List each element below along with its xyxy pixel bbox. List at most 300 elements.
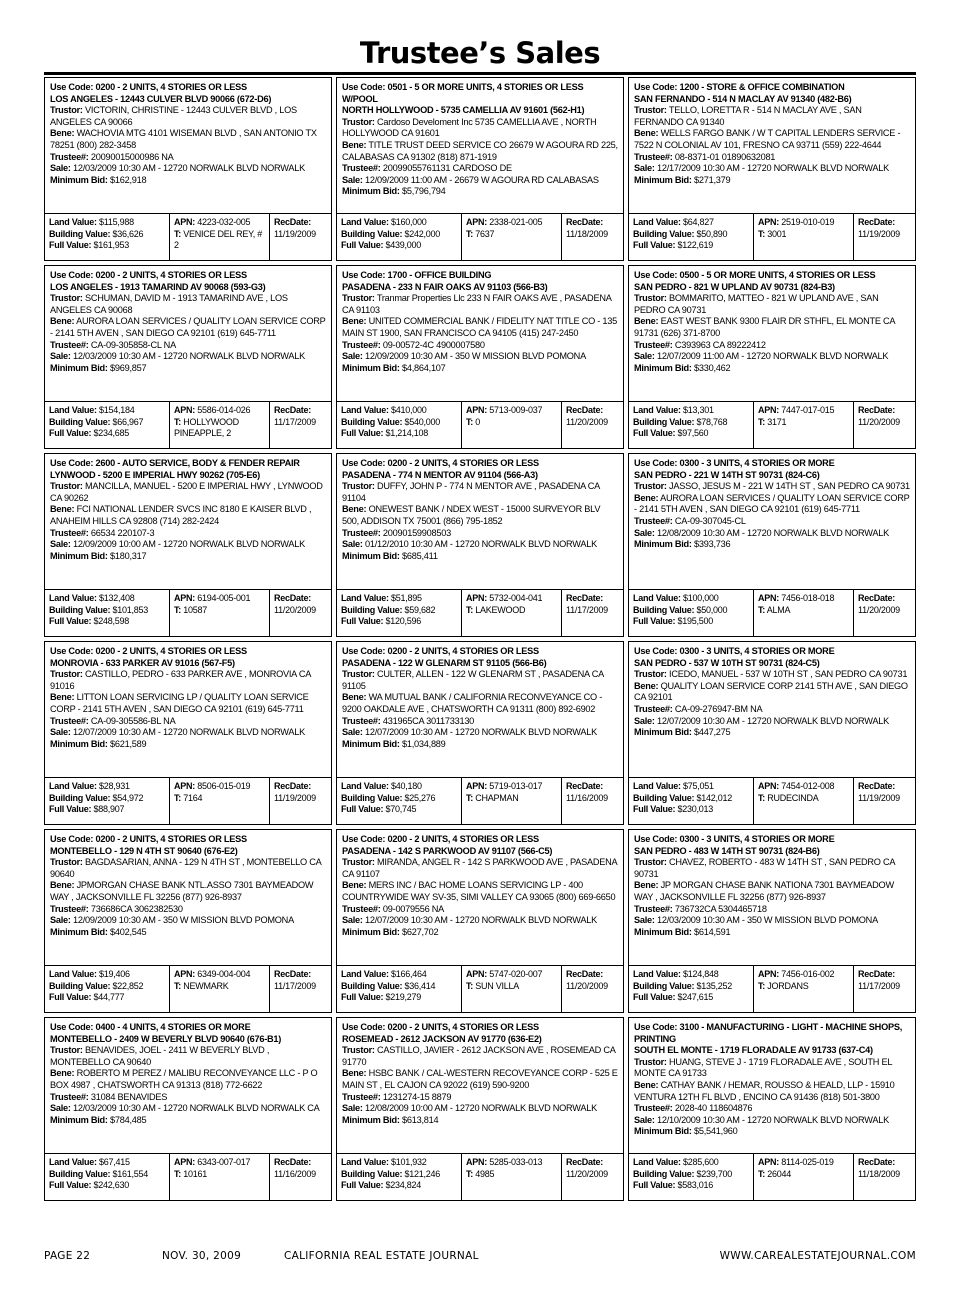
tract-label: T: [174, 416, 181, 427]
building-value-value: $142,012 [694, 792, 733, 803]
beneficiary-value: UNITED COMMERCIAL BANK / FIDELITY NAT TITLE CO - 135 MAIN ST 1900, SAN FRANCISCO CA 94105 (415) 247-2450 [342, 316, 617, 338]
land-value-value: $28,931 [96, 781, 130, 791]
minimum-bid-label: Minimum Bid: [342, 362, 400, 373]
tract [174, 793, 266, 805]
listing-values [629, 777, 915, 824]
beneficiary [634, 681, 911, 704]
land-value-value: $166,464 [388, 969, 427, 979]
land-value-label: Land Value: [633, 781, 681, 791]
sale-info-label: Sale: [342, 174, 363, 185]
property-address: LOS ANGELES - 1913 TAMARIND AV 90068 (593-G3) [50, 281, 266, 292]
minimum-bid [342, 551, 619, 563]
building-value-label: Building Value: [633, 980, 695, 991]
values-cell [337, 214, 461, 260]
apn-label: APN: [758, 781, 779, 791]
apn [758, 1157, 850, 1169]
tract-label: T: [174, 1168, 181, 1179]
values-cell [629, 214, 753, 260]
property-address: MONTEBELLO - 2409 W BEVERLY BLVD 90640 (676-B1) [50, 1033, 282, 1044]
trustee-number-label: Trustee#: [342, 715, 381, 726]
trustee-number [634, 904, 911, 916]
listing-values [45, 1153, 331, 1200]
trustor-label: Trustor: [50, 105, 83, 116]
use-code: Use Code: 0200 - 2 UNITS, 4 STORIES OR LESS [50, 270, 247, 280]
recdate-value: 11/17/2009 [566, 604, 608, 615]
minimum-bid-value: $447,275 [691, 727, 731, 738]
trustee-number [342, 1092, 619, 1104]
apn [174, 593, 266, 605]
sale-info-label: Sale: [634, 351, 655, 362]
publication-name: CALIFORNIA REAL ESTATE JOURNAL [284, 1250, 479, 1262]
apn-label: APN: [758, 593, 779, 603]
values-cell [45, 402, 169, 448]
apn-cell [753, 966, 853, 1012]
tract-label: T: [174, 604, 181, 615]
land-value [341, 593, 458, 605]
trustee-number-value: 2028-40 118604876 [672, 1103, 753, 1114]
sale-info-label: Sale: [50, 351, 71, 362]
property-address: SAN PEDRO - 221 W 14TH ST 90731 (824-C6) [634, 469, 820, 480]
building-value-value: $50,000 [694, 604, 728, 615]
listing-card [44, 641, 332, 825]
trustor-value: Cardoso Develoment Inc 5735 CAMELLIA AVE , NORTH HOLLYWOOD CA 91601 [342, 116, 597, 139]
recdate-cell [853, 214, 915, 260]
listing-details [45, 266, 331, 406]
tract [466, 793, 558, 805]
trustor [634, 669, 911, 681]
building-value-label: Building Value: [49, 228, 111, 239]
minimum-bid [50, 175, 327, 187]
sale-info [634, 716, 911, 728]
building-value [49, 1169, 166, 1181]
sale-info [634, 163, 911, 175]
listing-details [45, 454, 331, 594]
use-code: Use Code: 0200 - 2 UNITS, 4 STORIES OR LESS [50, 646, 247, 656]
full-value [49, 240, 166, 252]
apn-label: APN: [174, 781, 195, 791]
land-value [341, 969, 458, 981]
minimum-bid [634, 175, 911, 187]
full-value-label: Full Value: [633, 428, 676, 439]
recdate-value: 11/20/2009 [858, 604, 900, 615]
sale-info-label: Sale: [50, 1103, 71, 1114]
trustor-value: CASTILLO, JAVIER - 2612 JACKSON AVE , ROSEMEAD CA 91770 [342, 1045, 616, 1067]
beneficiary-value: EAST WEST BANK 9300 FLAIR DR STHFL, EL MONTE CA 91731 (626) 371-8700 [634, 316, 895, 338]
apn-label: APN: [174, 1157, 195, 1167]
land-value [49, 217, 166, 229]
trustor-label: Trustor: [634, 105, 667, 116]
property-address: PASADENA - 142 S PARKWOOD AV 91107 (566-C5) [342, 845, 553, 856]
land-value-label: Land Value: [49, 969, 97, 979]
full-value-label: Full Value: [633, 992, 676, 1003]
trustee-number [634, 340, 911, 352]
recdate-cell [269, 778, 331, 824]
apn [466, 405, 558, 417]
trustee-number-value: 431965CA 3011733130 [380, 715, 475, 726]
building-value-label: Building Value: [49, 980, 111, 991]
building-value-label: Building Value: [633, 1168, 695, 1179]
trustee-number-value: 66534 220107-3 [88, 527, 155, 538]
sale-info [634, 351, 911, 363]
trustor [342, 117, 619, 140]
property-address: SAN PEDRO - 537 W 10TH ST 90731 (824-C5) [634, 657, 820, 668]
use-code: Use Code: 0200 - 2 UNITS, 4 STORIES OR LESS [342, 646, 539, 656]
full-value-label: Full Value: [49, 1180, 92, 1191]
land-value [341, 217, 458, 229]
values-cell [629, 778, 753, 824]
beneficiary-label: Bene: [342, 692, 367, 703]
recdate-value: 11/18/2009 [566, 228, 608, 239]
beneficiary [342, 880, 619, 903]
sale-info [342, 1103, 619, 1115]
full-value-label: Full Value: [341, 992, 384, 1003]
tract-value: 26044 [765, 1168, 792, 1179]
apn-value: 5586-014-026 [195, 405, 251, 415]
full-value [633, 992, 750, 1004]
beneficiary-label: Bene: [50, 128, 75, 139]
minimum-bid-value: $393,736 [691, 539, 731, 550]
trustor [634, 1057, 911, 1080]
sale-info-value: 12/09/2009 10:30 AM - 350 W MISSION BLVD POMONA [362, 351, 586, 362]
listing-card [336, 77, 624, 261]
minimum-bid-label: Minimum Bid: [342, 1114, 400, 1125]
land-value [633, 217, 750, 229]
building-value-value: $78,768 [694, 416, 728, 427]
tract [174, 229, 266, 252]
beneficiary-value: ROBERTO M PEREZ / MALIBU RECONVEYANCE LLC - P O BOX 4987 , CHATSWORTH CA 91313 (818) 772-6622 [50, 1068, 318, 1090]
building-value-value: $242,000 [402, 228, 441, 239]
listing-values [629, 965, 915, 1012]
listing-card [628, 453, 916, 637]
trustee-number-value: 20090015000986 NA [88, 151, 174, 162]
building-value [341, 417, 458, 429]
beneficiary-value: TITLE TRUST DEED SERVICE CO 26679 W AGOURA RD 225, CALABASAS CA 91302 (818) 871-1919 [342, 139, 618, 162]
full-value-value: $122,619 [675, 240, 714, 251]
land-value [633, 405, 750, 417]
recdate-cell [561, 966, 623, 1012]
tract-value: JORDANS [765, 980, 809, 991]
building-value [633, 793, 750, 805]
full-value-value: $120,596 [383, 616, 422, 627]
listing-card [628, 77, 916, 261]
apn [174, 405, 266, 417]
tract-label: T: [466, 792, 473, 803]
sale-info-value: 12/03/2009 10:30 AM - 350 W MISSION BLVD POMONA [654, 915, 878, 926]
trustee-number-label: Trustee#: [342, 339, 381, 350]
trustee-number-value: 20099055761131 CARDOSO DE [380, 163, 512, 174]
full-value-label: Full Value: [633, 804, 676, 815]
apn [174, 1157, 266, 1169]
listing-values [45, 589, 331, 636]
beneficiary-value: FCI NATIONAL LENDER SVCS INC 8180 E KAISER BLVD , ANAHEIM HILLS CA 92808 (714) 282-2424 [50, 504, 312, 526]
sale-info [342, 175, 619, 187]
sale-info [50, 727, 327, 739]
building-value-label: Building Value: [341, 604, 403, 615]
tract-value: LAKEWOOD [473, 604, 526, 615]
use-code: Use Code: 0200 - 2 UNITS, 4 STORIES OR LESS [50, 834, 247, 844]
apn-label: APN: [174, 969, 195, 979]
building-value-label: Building Value: [341, 792, 403, 803]
property-address: MONROVIA - 633 PARKER AV 91016 (567-F5) [50, 657, 235, 668]
sale-info-label: Sale: [342, 351, 363, 362]
tract [758, 229, 850, 241]
recdate-value: 11/17/2009 [274, 980, 316, 991]
building-value [633, 229, 750, 241]
minimum-bid-value: $614,591 [691, 926, 731, 937]
trustee-number-value: 1231274-15 8879 [380, 1091, 452, 1102]
recdate-label: RecDate: [566, 405, 604, 415]
tract [466, 229, 558, 241]
sale-info-value: 12/08/2009 10:30 AM - 12720 NORWALK BLVD NORWALK [654, 527, 889, 538]
listing-values [45, 965, 331, 1012]
full-value [633, 616, 750, 628]
listing-card [44, 265, 332, 449]
full-value-label: Full Value: [633, 616, 676, 627]
listings-grid [44, 77, 916, 1201]
full-value-value: $234,824 [383, 1180, 422, 1191]
recdate-value: 11/17/2009 [274, 416, 316, 427]
recdate-value: 11/16/2009 [566, 792, 608, 803]
recdate-label: RecDate: [274, 405, 312, 415]
sale-info-value: 12/07/2009 10:30 AM - 12720 NORWALK BLVD NORWALK [362, 727, 597, 738]
full-value [341, 616, 458, 628]
tract [466, 981, 558, 993]
land-value [49, 781, 166, 793]
minimum-bid-label: Minimum Bid: [634, 174, 692, 185]
recdate-value: 11/20/2009 [566, 416, 608, 427]
apn [174, 969, 266, 981]
land-value [49, 593, 166, 605]
trustee-number-label: Trustee#: [50, 903, 89, 914]
apn-value: 7456-016-002 [779, 969, 835, 979]
building-value-value: $66,967 [110, 416, 144, 427]
listing-values [629, 401, 915, 448]
trustee-number [50, 716, 327, 728]
minimum-bid-label: Minimum Bid: [50, 1114, 108, 1125]
land-value [341, 405, 458, 417]
beneficiary [50, 692, 327, 715]
building-value [341, 793, 458, 805]
building-value-label: Building Value: [633, 416, 695, 427]
building-value-value: $121,246 [402, 1168, 441, 1179]
recdate-cell [561, 778, 623, 824]
tract [466, 605, 558, 617]
tract-label: T: [466, 980, 473, 991]
full-value [633, 428, 750, 440]
values-cell [337, 590, 461, 636]
apn-value: 5285-033-013 [487, 1157, 543, 1167]
tract-label: T: [174, 792, 181, 803]
apn-value: 8506-015-019 [195, 781, 251, 791]
sale-info-value: 12/03/2009 10:30 AM - 12720 NORWALK BLVD NORWALK CA [70, 1103, 320, 1114]
beneficiary-label: Bene: [634, 492, 659, 503]
land-value-label: Land Value: [341, 593, 389, 603]
full-value-value: $583,016 [675, 1180, 714, 1191]
apn-label: APN: [758, 969, 779, 979]
sale-info-label: Sale: [634, 915, 655, 926]
values-cell [45, 1154, 169, 1200]
listing-details [629, 830, 915, 970]
land-value [633, 781, 750, 793]
sale-info-label: Sale: [50, 539, 71, 550]
full-value [49, 616, 166, 628]
listing-card [336, 453, 624, 637]
recdate-cell [561, 402, 623, 448]
building-value [49, 605, 166, 617]
listing-values [45, 213, 331, 260]
trustor [342, 1045, 619, 1068]
land-value-value: $410,000 [388, 405, 427, 415]
trustee-number [342, 904, 619, 916]
minimum-bid-label: Minimum Bid: [634, 362, 692, 373]
building-value-value: $161,554 [110, 1168, 149, 1179]
recdate-cell [853, 402, 915, 448]
values-cell [629, 966, 753, 1012]
building-value [49, 229, 166, 241]
minimum-bid-label: Minimum Bid: [50, 926, 108, 937]
full-value-label: Full Value: [341, 240, 384, 251]
trustor-value: BENAVIDES, JOEL - 2411 W BEVERLY BLVD , MONTEBELLO CA 90640 [50, 1045, 270, 1067]
apn-cell [169, 966, 269, 1012]
building-value-value: $50,890 [694, 228, 728, 239]
sale-info-label: Sale: [634, 527, 655, 538]
apn-label: APN: [758, 405, 779, 415]
trustee-number [50, 904, 327, 916]
trustee-number-label: Trustee#: [342, 163, 381, 174]
trustee-number-value: 20090159908503 [380, 527, 451, 538]
minimum-bid [342, 927, 619, 939]
values-cell [337, 778, 461, 824]
recdate-cell [269, 402, 331, 448]
trustee-number [50, 1092, 327, 1104]
trustee-number-label: Trustee#: [342, 1091, 381, 1102]
tract [174, 981, 266, 993]
trustee-number-label: Trustee#: [50, 715, 89, 726]
use-code: Use Code: 0400 - 4 UNITS, 4 STORIES OR MORE [50, 1022, 251, 1032]
listing-details [629, 642, 915, 782]
listing-values [337, 777, 623, 824]
beneficiary-label: Bene: [634, 680, 659, 691]
trustor-label: Trustor: [342, 857, 375, 868]
sale-info-value: 12/09/2009 10:00 AM - 12720 NORWALK BLVD NORWALK [70, 539, 305, 550]
apn-label: APN: [466, 781, 487, 791]
trustor-label: Trustor: [634, 293, 667, 304]
property-address: PASADENA - 233 N FAIR OAKS AV 91103 (566-B3) [342, 281, 548, 292]
minimum-bid-label: Minimum Bid: [50, 174, 108, 185]
full-value [341, 1180, 458, 1192]
full-value-value: $247,615 [675, 992, 714, 1003]
use-code: Use Code: 0200 - 2 UNITS, 4 STORIES OR LESS [342, 1022, 539, 1032]
trustee-number [342, 528, 619, 540]
tract-value: 4985 [473, 1168, 495, 1179]
property-address: SAN PEDRO - 821 W UPLAND AV 90731 (824-B3) [634, 281, 835, 292]
apn-cell [461, 778, 561, 824]
trustee-number-value: C393963 CA 89222412 [672, 339, 766, 350]
land-value [633, 969, 750, 981]
recdate-value: 11/17/2009 [858, 980, 900, 991]
tract [174, 1169, 266, 1181]
trustor-label: Trustor: [50, 481, 83, 492]
listing-values [337, 589, 623, 636]
trustor [342, 669, 619, 692]
building-value [341, 1169, 458, 1181]
building-value-label: Building Value: [341, 228, 403, 239]
land-value-label: Land Value: [633, 969, 681, 979]
listing-card [336, 641, 624, 825]
trustee-number-label: Trustee#: [50, 151, 89, 162]
recdate-value: 11/20/2009 [858, 416, 900, 427]
land-value [633, 593, 750, 605]
values-cell [337, 966, 461, 1012]
sale-info [634, 1115, 911, 1127]
building-value-value: $101,853 [110, 604, 149, 615]
building-value [49, 793, 166, 805]
full-value [341, 804, 458, 816]
use-code: Use Code: 0200 - 2 UNITS, 4 STORIES OR LESS [342, 458, 539, 468]
minimum-bid [50, 363, 327, 375]
listing-card [628, 1017, 916, 1201]
land-value-value: $154,184 [96, 405, 135, 415]
beneficiary-label: Bene: [342, 139, 367, 150]
full-value-value: $219,279 [383, 992, 422, 1003]
beneficiary-value: HSBC BANK / CAL-WESTERN RECOVEYANCE CORP - 525 E MAIN ST , EL CAJON CA 92022 (619) 590-9200 [342, 1068, 618, 1090]
page-number: PAGE 22 [44, 1250, 91, 1262]
beneficiary [50, 504, 327, 527]
land-value-label: Land Value: [49, 1157, 97, 1167]
sale-info [50, 1103, 327, 1115]
use-code: Use Code: 3100 - MANUFACTURING - LIGHT - MACHINE SHOPS, PRINTING [634, 1022, 903, 1044]
land-value-label: Land Value: [633, 1157, 681, 1167]
website-link[interactable]: WWW.CAREALESTATEJOURNAL.COM [719, 1250, 916, 1262]
minimum-bid [50, 1115, 327, 1127]
sale-info [342, 915, 619, 927]
land-value-label: Land Value: [49, 217, 97, 227]
full-value-label: Full Value: [633, 240, 676, 251]
trustee-number-label: Trustee#: [50, 1091, 89, 1102]
apn-cell [753, 590, 853, 636]
tract-label: T: [758, 604, 765, 615]
beneficiary-value: WACHOVIA MTG 4101 WISEMAN BLVD , SAN ANTONIO TX 78251 (800) 282-3458 [50, 128, 317, 150]
apn-cell [461, 590, 561, 636]
trustor-value: CHAVEZ, ROBERTO - 483 W 14TH ST , SAN PEDRO CA 90731 [634, 857, 895, 879]
recdate-label: RecDate: [566, 969, 604, 979]
building-value-value: $22,852 [110, 980, 144, 991]
minimum-bid [50, 739, 327, 751]
listing-card [44, 77, 332, 261]
tract-label: T: [758, 792, 765, 803]
listing-values [337, 401, 623, 448]
minimum-bid [342, 1115, 619, 1127]
apn [758, 593, 850, 605]
apn-value: 5719-013-017 [487, 781, 543, 791]
minimum-bid-value: $1,034,889 [399, 738, 446, 749]
minimum-bid-label: Minimum Bid: [342, 550, 400, 561]
building-value-value: $54,972 [110, 792, 144, 803]
trustor-value: HUANG, STEVE J - 1719 FLORADALE AVE , SOUTH EL MONTE CA 91733 [634, 1056, 892, 1079]
trustor-value: Tranmar Properties Llc 233 N FAIR OAKS AVE , PASADENA CA 91103 [342, 293, 612, 315]
full-value-value: $88,907 [91, 804, 125, 815]
apn-value: 8114-025-019 [779, 1157, 834, 1167]
listing-card [44, 1017, 332, 1201]
trustor-label: Trustor: [342, 116, 375, 127]
building-value-label: Building Value: [341, 1168, 403, 1179]
trustee-number-value: 08-8371-01 01890632081 [672, 151, 776, 162]
listing-details [45, 830, 331, 970]
beneficiary [342, 692, 619, 715]
use-code: Use Code: 0200 - 2 UNITS, 4 STORIES OR LESS [50, 82, 247, 92]
sale-info [342, 539, 619, 551]
full-value-label: Full Value: [49, 428, 92, 439]
